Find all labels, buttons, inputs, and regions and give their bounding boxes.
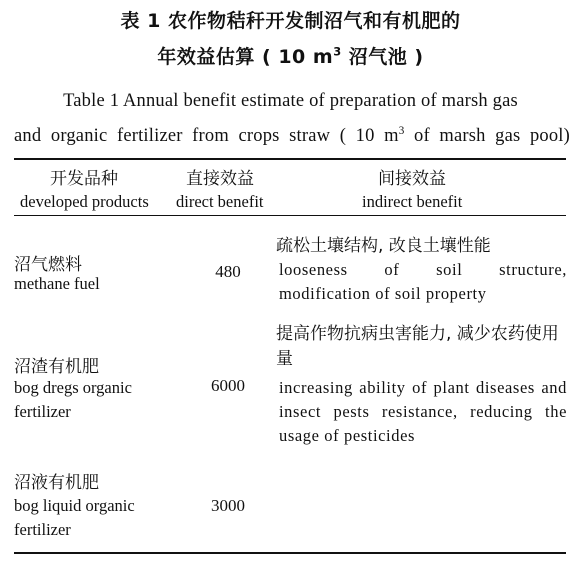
- header-products-cn: 开发品种: [50, 169, 118, 189]
- table-title-cn-line2: 年效益估算 ( 10 $m^3$ 沼气池 ): [157, 44, 424, 68]
- row2-indirect-cn: 提高作物抗病虫害能力, 减少农药使用量: [276, 324, 559, 369]
- table-bottom-rule: [14, 552, 566, 554]
- table-title-en-line2: and organic fertilizer from crops straw ( 10 $m^3$ of marsh gas pool): [14, 124, 570, 146]
- header-direct-en: direct benefit: [176, 192, 264, 211]
- row1-indirect-en: looseness of soil structure, modification of soil property: [279, 260, 567, 303]
- table-top-rule: [14, 158, 566, 160]
- row1-indirect-cn: 疏松土壤结构, 改良土壤性能: [276, 236, 491, 256]
- table-title-en: Table 1 Annual benefit estimate of preparation of marsh gas: [63, 91, 518, 111]
- row3-direct-benefit: 3000: [211, 496, 245, 515]
- row2-direct-benefit: 6000: [211, 376, 245, 395]
- header-rule: [14, 215, 566, 216]
- row1-product-en: methane fuel: [14, 274, 100, 293]
- header-products-en: developed products: [20, 192, 149, 211]
- row1-direct-benefit: 480: [215, 262, 241, 281]
- row2-indirect-en: increasing ability of plant diseases and insect pests resistance, reducing the usage of pesticides: [279, 378, 567, 445]
- header-direct-cn: 直接效益: [186, 169, 254, 189]
- table-title-cn: 表 1 农作物秸秆开发制沼气和有机肥的: [120, 10, 461, 32]
- header-indirect-cn: 间接效益: [378, 169, 446, 189]
- row1-product-cn: 沼气燃料: [14, 255, 82, 275]
- header-indirect-en: indirect benefit: [362, 192, 463, 211]
- row3-product-en: bog liquid organic fertilizer: [14, 496, 135, 539]
- row2-product-cn: 沼渣有机肥: [14, 357, 99, 377]
- row3-product-cn: 沼液有机肥: [14, 473, 99, 493]
- row2-product-en: bog dregs organic fertilizer: [14, 378, 132, 421]
